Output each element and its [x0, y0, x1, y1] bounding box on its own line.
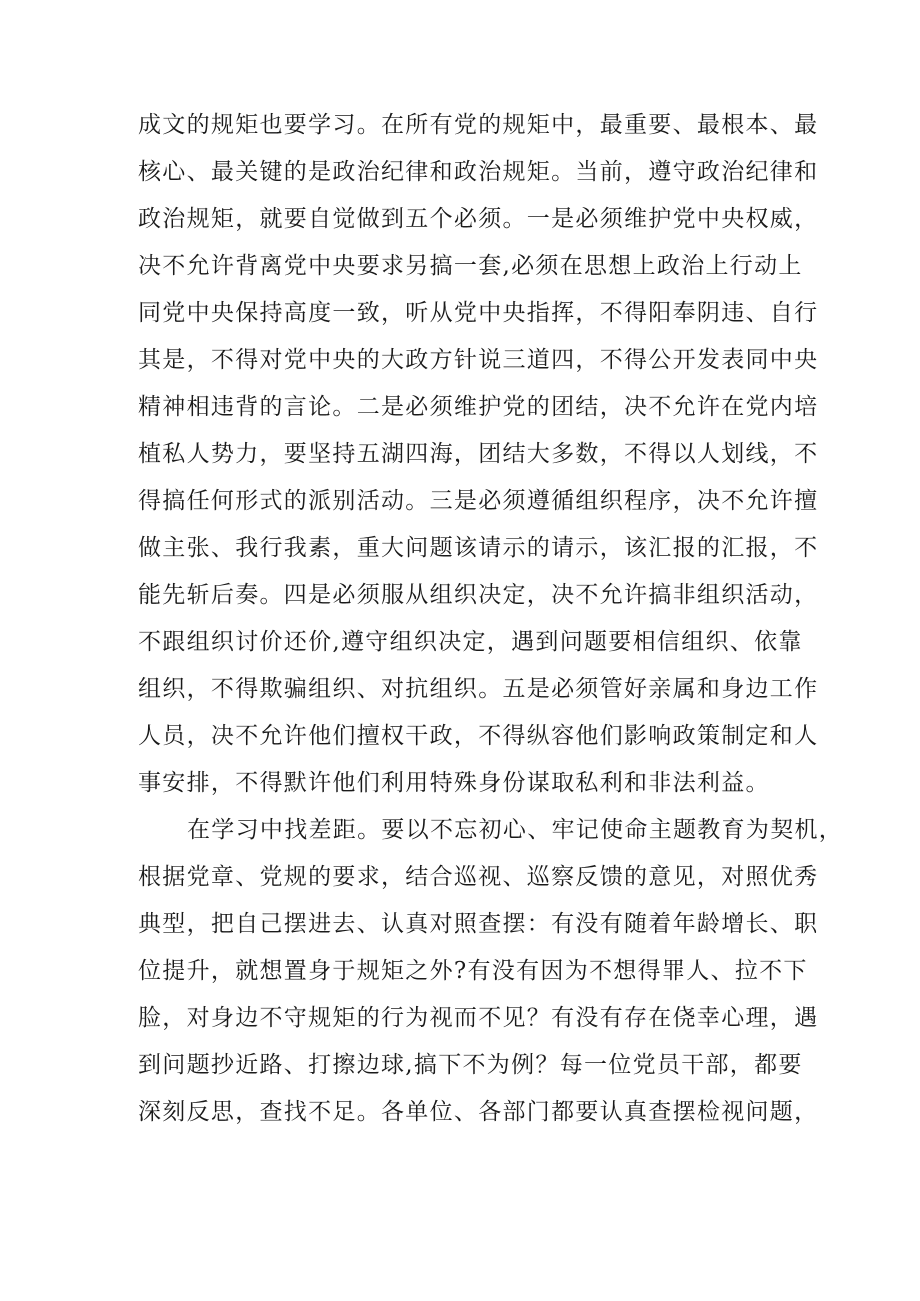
text-line: 成文的规矩也要学习。在所有党的规矩中，最重要、最根本、最: [138, 112, 819, 138]
text-line: 组织，不得欺骗组织、对抗组织。五是必须管好亲属和身边工作: [138, 676, 819, 702]
text-line: 核心、最关键的是政治纪律和政治规矩。当前，遵守政治纪律和: [138, 159, 819, 185]
text-line: 做主张、我行我素，重大问题该请示的请示，该汇报的汇报，不: [138, 535, 819, 561]
text-line: 能先斩后奏。四是必须服从组织决定，决不允许搞非组织活动，: [138, 582, 819, 608]
text-line: 典型，把自己摆进去、认真对照查摆：有没有随着年龄增长、职: [138, 911, 819, 937]
text-line: 同党中央保持高度一致，听从党中央指挥，不得阳奉阴违、自行: [138, 300, 819, 326]
text-line: 位提升，就想置身于规矩之外?有没有因为不想得罪人、拉不下: [138, 958, 808, 984]
text-line: 到问题抄近路、打擦边球,搞下不为例？每一位党员干部，都要: [138, 1052, 803, 1078]
paragraph-first-line: 在学习中找差距。要以不忘初心、牢记使命主题教育为契机，: [187, 817, 844, 843]
text-line: 不跟组织讨价还价,遵守组织决定，遇到问题要相信组织、依靠: [138, 629, 803, 655]
text-line: 脸，对身边不守规矩的行为视而不见？有没有存在侥幸心理，遇: [138, 1005, 819, 1031]
text-line: 根据党章、党规的要求，结合巡视、巡察反馈的意见，对照优秀: [138, 864, 819, 890]
text-line: 精神相违背的言论。二是必须维护党的团结，决不允许在党内培: [138, 394, 819, 420]
text-line: 其是，不得对党中央的大政方针说三道四，不得公开发表同中央: [138, 347, 819, 373]
text-line: 得搞任何形式的派别活动。三是必须遵循组织程序，决不允许擅: [138, 488, 819, 514]
text-line: 决不允许背离党中央要求另搞一套,必须在思想上政治上行动上: [138, 253, 803, 279]
text-line: 人员，决不允许他们擅权干政，不得纵容他们影响政策制定和人: [138, 723, 819, 749]
text-line: 深刻反思，查找不足。各单位、各部门都要认真查摆检视问题，: [138, 1099, 819, 1125]
text-line: 事安排，不得默许他们利用特殊身份谋取私利和非法利益。: [138, 770, 770, 796]
text-line: 植私人势力，要坚持五湖四海，团结大多数，不得以人划线，不: [138, 441, 819, 467]
text-line: 政治规矩，就要自觉做到五个必须。一是必须维护党中央权威，: [138, 206, 819, 232]
